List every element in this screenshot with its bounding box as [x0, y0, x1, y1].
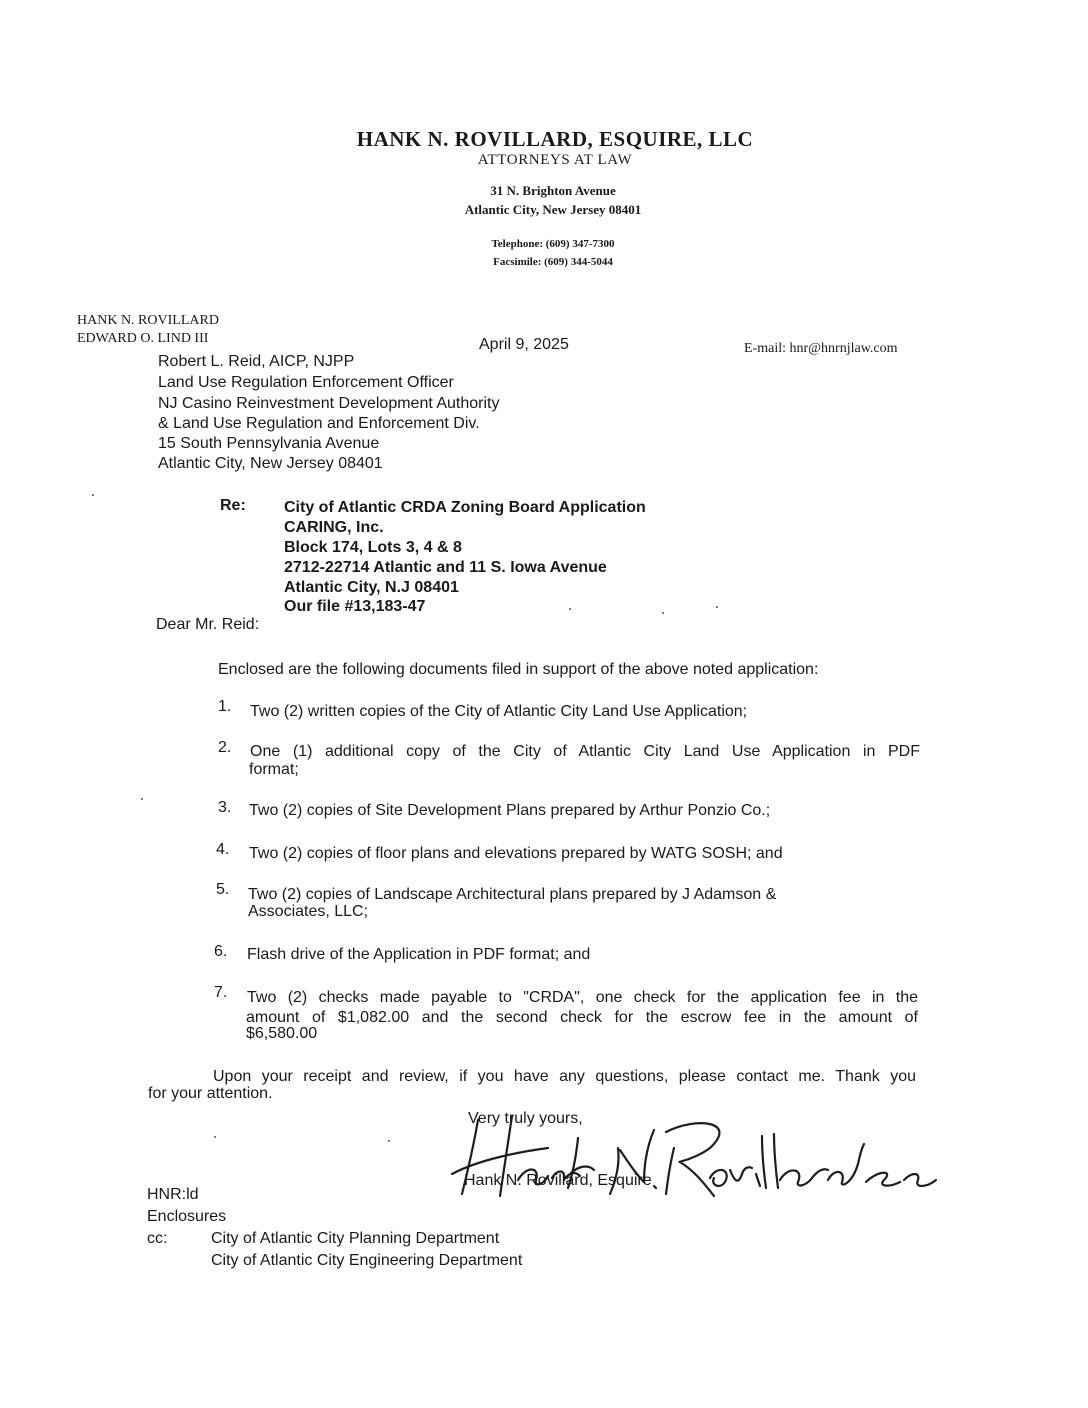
firm-facsimile: Facsimile: (609) 344-5044	[493, 256, 613, 268]
scan-speck	[214, 1136, 216, 1138]
recipient-line: & Land Use Regulation and Enforcement Div.	[158, 415, 480, 432]
list-item-text: Two (2) copies of Landscape Architectural plans prepared by J Adamson &	[248, 886, 777, 903]
list-item-text: Two (2) written copies of the City of Atlantic City Land Use Application;	[250, 703, 748, 720]
scan-speck	[141, 798, 143, 800]
re-line: CARING, Inc.	[284, 519, 384, 536]
partner-name: EDWARD O. LIND III	[77, 331, 209, 346]
cc-recipient: City of Atlantic City Planning Department	[211, 1230, 500, 1247]
list-item-number: 7.	[214, 984, 228, 1001]
list-item-text: amount of $1,082.00 and the second check for the escrow fee in the amount of	[246, 1009, 918, 1026]
re-line: Our file #13,183-47	[284, 598, 426, 615]
re-line: 2712-22714 Atlantic and 11 S. Iowa Avenue	[284, 559, 607, 576]
list-item-text: Two (2) copies of Site Development Plans prepared by Arthur Ponzio Co.;	[249, 802, 771, 819]
list-item-text: Flash drive of the Application in PDF format; and	[247, 946, 591, 963]
firm-address-street: 31 N. Brighton Avenue	[490, 183, 616, 198]
firm-telephone: Telephone: (609) 347-7300	[491, 238, 615, 250]
signature-image	[448, 1108, 948, 1208]
re-label: Re:	[220, 497, 246, 514]
enclosures-note: Enclosures	[147, 1208, 227, 1225]
list-item-number: 5.	[216, 881, 230, 898]
re-line: Atlantic City, N.J 08401	[284, 579, 459, 596]
signer-name: Hank N. Rovillard, Esquire	[464, 1172, 652, 1189]
scan-speck	[388, 1140, 390, 1142]
list-item-number: 2.	[218, 739, 232, 756]
list-item-number: 1.	[218, 698, 232, 715]
list-item-text: Two (2) copies of floor plans and elevations prepared by WATG SOSH; and	[249, 845, 783, 862]
scan-speck	[569, 608, 571, 610]
recipient-line: Robert L. Reid, AICP, NJPP	[158, 353, 355, 370]
partner-name: HANK N. ROVILLARD	[77, 313, 219, 328]
list-item-number: 4.	[216, 841, 230, 858]
re-line: Block 174, Lots 3, 4 & 8	[284, 539, 462, 556]
valediction: Very truly yours,	[468, 1110, 583, 1127]
typist-initials: HNR:ld	[147, 1186, 199, 1203]
intro-paragraph: Enclosed are the following documents filed in support of the above noted application:	[218, 661, 819, 678]
list-item-number: 6.	[214, 943, 228, 960]
scan-speck	[716, 606, 718, 608]
scan-speck	[662, 612, 664, 614]
closing-paragraph: for your attention.	[148, 1085, 273, 1102]
firm-address-city: Atlantic City, New Jersey 08401	[464, 202, 642, 217]
email-address: E-mail: hnr@hnrnjlaw.com	[744, 341, 898, 356]
cc-recipient: City of Atlantic City Engineering Department	[211, 1252, 523, 1269]
closing-paragraph: Upon your receipt and review, if you have any questions, please contact me. Thank you	[213, 1068, 916, 1085]
list-item-number: 3.	[218, 799, 232, 816]
list-item-text: Associates, LLC;	[248, 903, 369, 920]
recipient-line: 15 South Pennsylvania Avenue	[158, 435, 380, 452]
salutation: Dear Mr. Reid:	[156, 616, 260, 633]
recipient-line: NJ Casino Reinvestment Development Authority	[158, 395, 500, 412]
firm-name: HANK N. ROVILLARD, ESQUIRE, LLC	[356, 127, 754, 151]
list-item-text: $6,580.00	[246, 1025, 318, 1042]
re-line: City of Atlantic CRDA Zoning Board Application	[284, 499, 646, 516]
firm-subtitle: ATTORNEYS AT LAW	[477, 152, 633, 168]
letter-date: April 9, 2025	[479, 336, 569, 353]
recipient-line: Land Use Regulation Enforcement Officer	[158, 374, 454, 391]
list-item-text: format;	[249, 761, 299, 778]
scan-speck	[92, 494, 94, 496]
list-item-text: One (1) additional copy of the City of Atlantic City Land Use Application in PDF	[250, 743, 920, 760]
list-item-text: Two (2) checks made payable to "CRDA", one check for the application fee in the	[247, 989, 918, 1006]
cc-label: cc:	[147, 1230, 168, 1247]
recipient-line: Atlantic City, New Jersey 08401	[158, 455, 383, 472]
